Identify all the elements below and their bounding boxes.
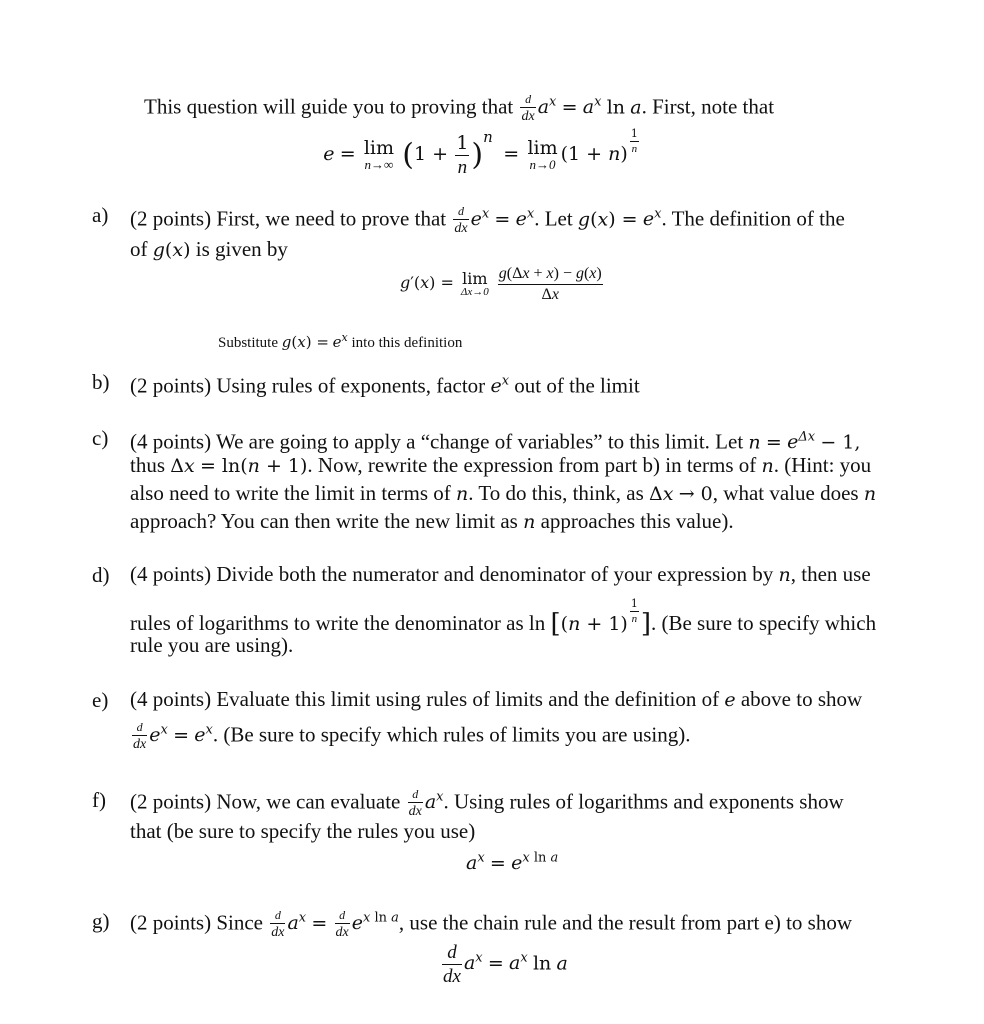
substitute-line: Substitute $g(x) = e^x$ into this definition [218, 331, 463, 351]
part-c-line-4: approach? You can then write the new limit as n approaches this value). [130, 509, 734, 533]
part-f-label: f) [92, 788, 106, 812]
part-f-line-1: (2 points) Now, we can evaluate $\frac{d}{dx}$ $a^x$. Using rules of logarithms and exponents show [130, 787, 844, 820]
part-d-line-1: (4 points) Divide both the numerator and denominator of your expression by n, then use [130, 562, 871, 586]
part-e-label: e) [92, 688, 109, 712]
part-g-line-1: (2 points) Since $\frac{d}{dx}$ $a^x$ = $\frac{d}{dx}$ $e^{x ln a}$, use the chain rule and the result from part e) to show [130, 908, 853, 941]
part-c-line-2: thus Δx = ln(n + 1). Now, rewrite the expression from part b) in terms of n. (Hint: you [130, 453, 872, 477]
e-definition-equation: e = lim n→∞ (1 + $\frac{1}{n}$ )$^n$ = lim n→0 (1 + n) $\frac{1}{n}$ [323, 127, 638, 178]
part-d-line-2: rules of logarithms to write the denominator as ln [(n + 1) $\frac{1}{n}$ ]. (Be sure to specify which [130, 597, 877, 639]
intro-line: This question will guide you to proving that $\frac{d}{dx}$ $a^x = a^x$ ln a. First, note that [144, 92, 775, 125]
part-c-label: c) [92, 426, 109, 450]
derivative-definition-equation: g′(x) = lim Δx→0 $\frac{g(\Delta x + x) - g(x)}{\Delta x}$ [400, 265, 602, 303]
part-g-label: g) [92, 909, 110, 933]
derivative-operator: $\frac{d}{dx}$ [521, 92, 535, 125]
part-d-label: d) [92, 563, 110, 587]
part-a-line-1: (2 points) First, we need to prove that $\frac{d}{dx}$ $e^x = e^x$. Let $g(x) = e^x$. The definition of the [130, 204, 845, 237]
intro-text-end: . First, note that [641, 94, 775, 119]
part-g-equation: $\frac{d}{dx}$ $a^x = a^x$ ln a [443, 942, 568, 987]
part-d-line-3: rule you are using). [130, 633, 294, 657]
part-f-line-2: that (be sure to specify the rules you use) [130, 819, 476, 843]
part-c-line-1: (4 points) We are going to apply a “change of variables” to this limit. Let $n = e^{\Delta x} - 1$, [130, 429, 861, 454]
part-b-label: b) [92, 370, 110, 394]
part-a-label: a) [92, 203, 109, 227]
part-b-line: (2 points) Using rules of exponents, factor $e^x$ out of the limit [130, 373, 640, 398]
intro-text: This question will guide you to proving that [144, 94, 514, 119]
part-a-line-2: of g(x) is given by [130, 237, 288, 261]
part-a-text: (2 points) First, we need to prove that [130, 206, 447, 231]
part-c-line-3: also need to write the limit in terms of n. To do this, think, as Δx → 0, what value does n [130, 481, 877, 505]
part-f-equation: $a^x = e^{x ln a}$ [466, 851, 559, 875]
part-e-line-1: (4 points) Evaluate this limit using rules of limits and the definition of e above to show [130, 687, 863, 711]
part-e-line-2: $\frac{d}{dx}$ $e^x = e^x$. (Be sure to specify which rules of limits you are using). [133, 720, 691, 753]
